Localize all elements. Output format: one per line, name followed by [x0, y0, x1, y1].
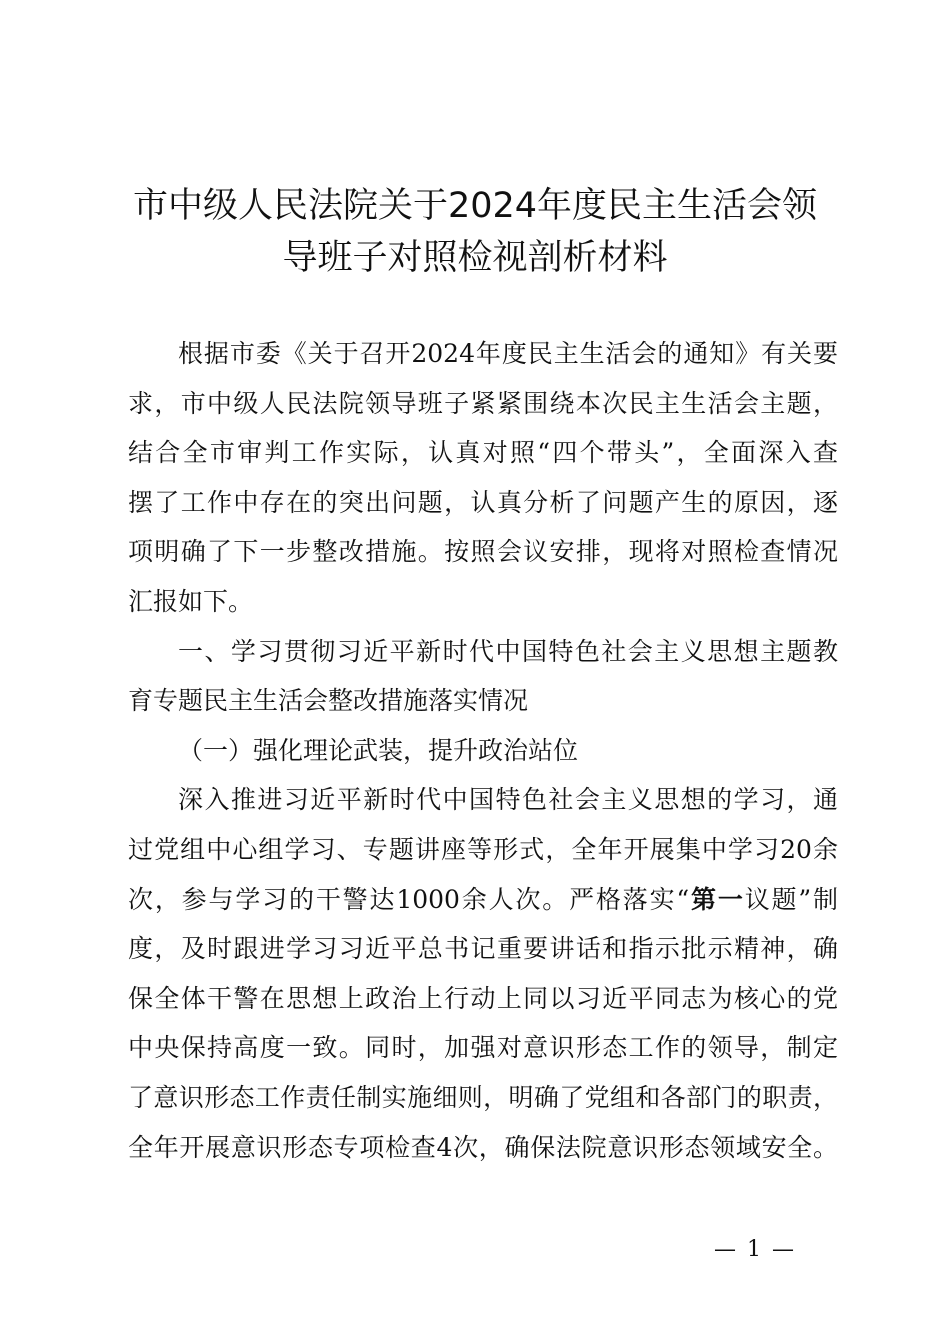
intro-line: 项明确了下一步整改措施。按照会议安排，现将对照检查情况	[128, 537, 838, 567]
subsection-heading: （一）强化理论武装，提升政治站位	[178, 735, 579, 765]
intro-line: 结合全市审判工作实际，认真对照“四个带头”，全面深入查	[128, 438, 838, 468]
paragraph-line: 了意识形态工作责任制实施细则，明确了党组和各部门的职责，	[128, 1082, 838, 1112]
intro-line: 根据市委《关于召开2024年度民主生活会的通知》有关要	[178, 339, 838, 368]
intro-line: 汇报如下。	[128, 586, 254, 616]
paragraph-text: 议题”制	[744, 884, 838, 914]
document-title-line-1: 市中级人民法院关于2024年度民主生活会领	[132, 186, 818, 226]
intro-line: 求，市中级人民法院领导班子紧紧围绕本次民主生活会主题，	[128, 388, 838, 418]
paragraph-line: 保全体干警在思想上政治上行动上同以习近平同志为核心的党	[128, 983, 838, 1013]
paragraph-line: 全年开展意识形态专项检查4次，确保法院意识形态领域安全。	[128, 1132, 838, 1162]
emphasis-text: 第一	[689, 884, 745, 914]
paragraph-text: 次，参与学习的干警达1000余人次。严格落实“	[128, 884, 690, 914]
intro-line: 摆了工作中存在的突出问题，认真分析了问题产生的原因，逐	[128, 487, 838, 517]
section-heading-line: 育专题民主生活会整改措施落实情况	[128, 686, 529, 716]
paragraph-line: 度，及时跟进学习习近平总书记重要讲话和指示批示精神，确	[128, 934, 838, 964]
document-body	[128, 329, 838, 1172]
paragraph-line: 中央保持高度一致。同时，加强对意识形态工作的领导，制定	[128, 1033, 838, 1063]
document-title-line-2: 导班子对照检视剖析材料	[282, 238, 668, 278]
paragraph-line: 深入推进习近平新时代中国特色社会主义思想的学习，通	[178, 785, 838, 815]
paragraph-line: 过党组中心组学习、专题讲座等形式，全年开展集中学习20余	[128, 834, 838, 864]
section-heading-line: 一、学习贯彻习近平新时代中国特色社会主义思想主题教	[178, 636, 838, 666]
paragraph-line-with-emphasis	[128, 875, 838, 925]
page-number: — 1 —	[714, 1237, 796, 1262]
